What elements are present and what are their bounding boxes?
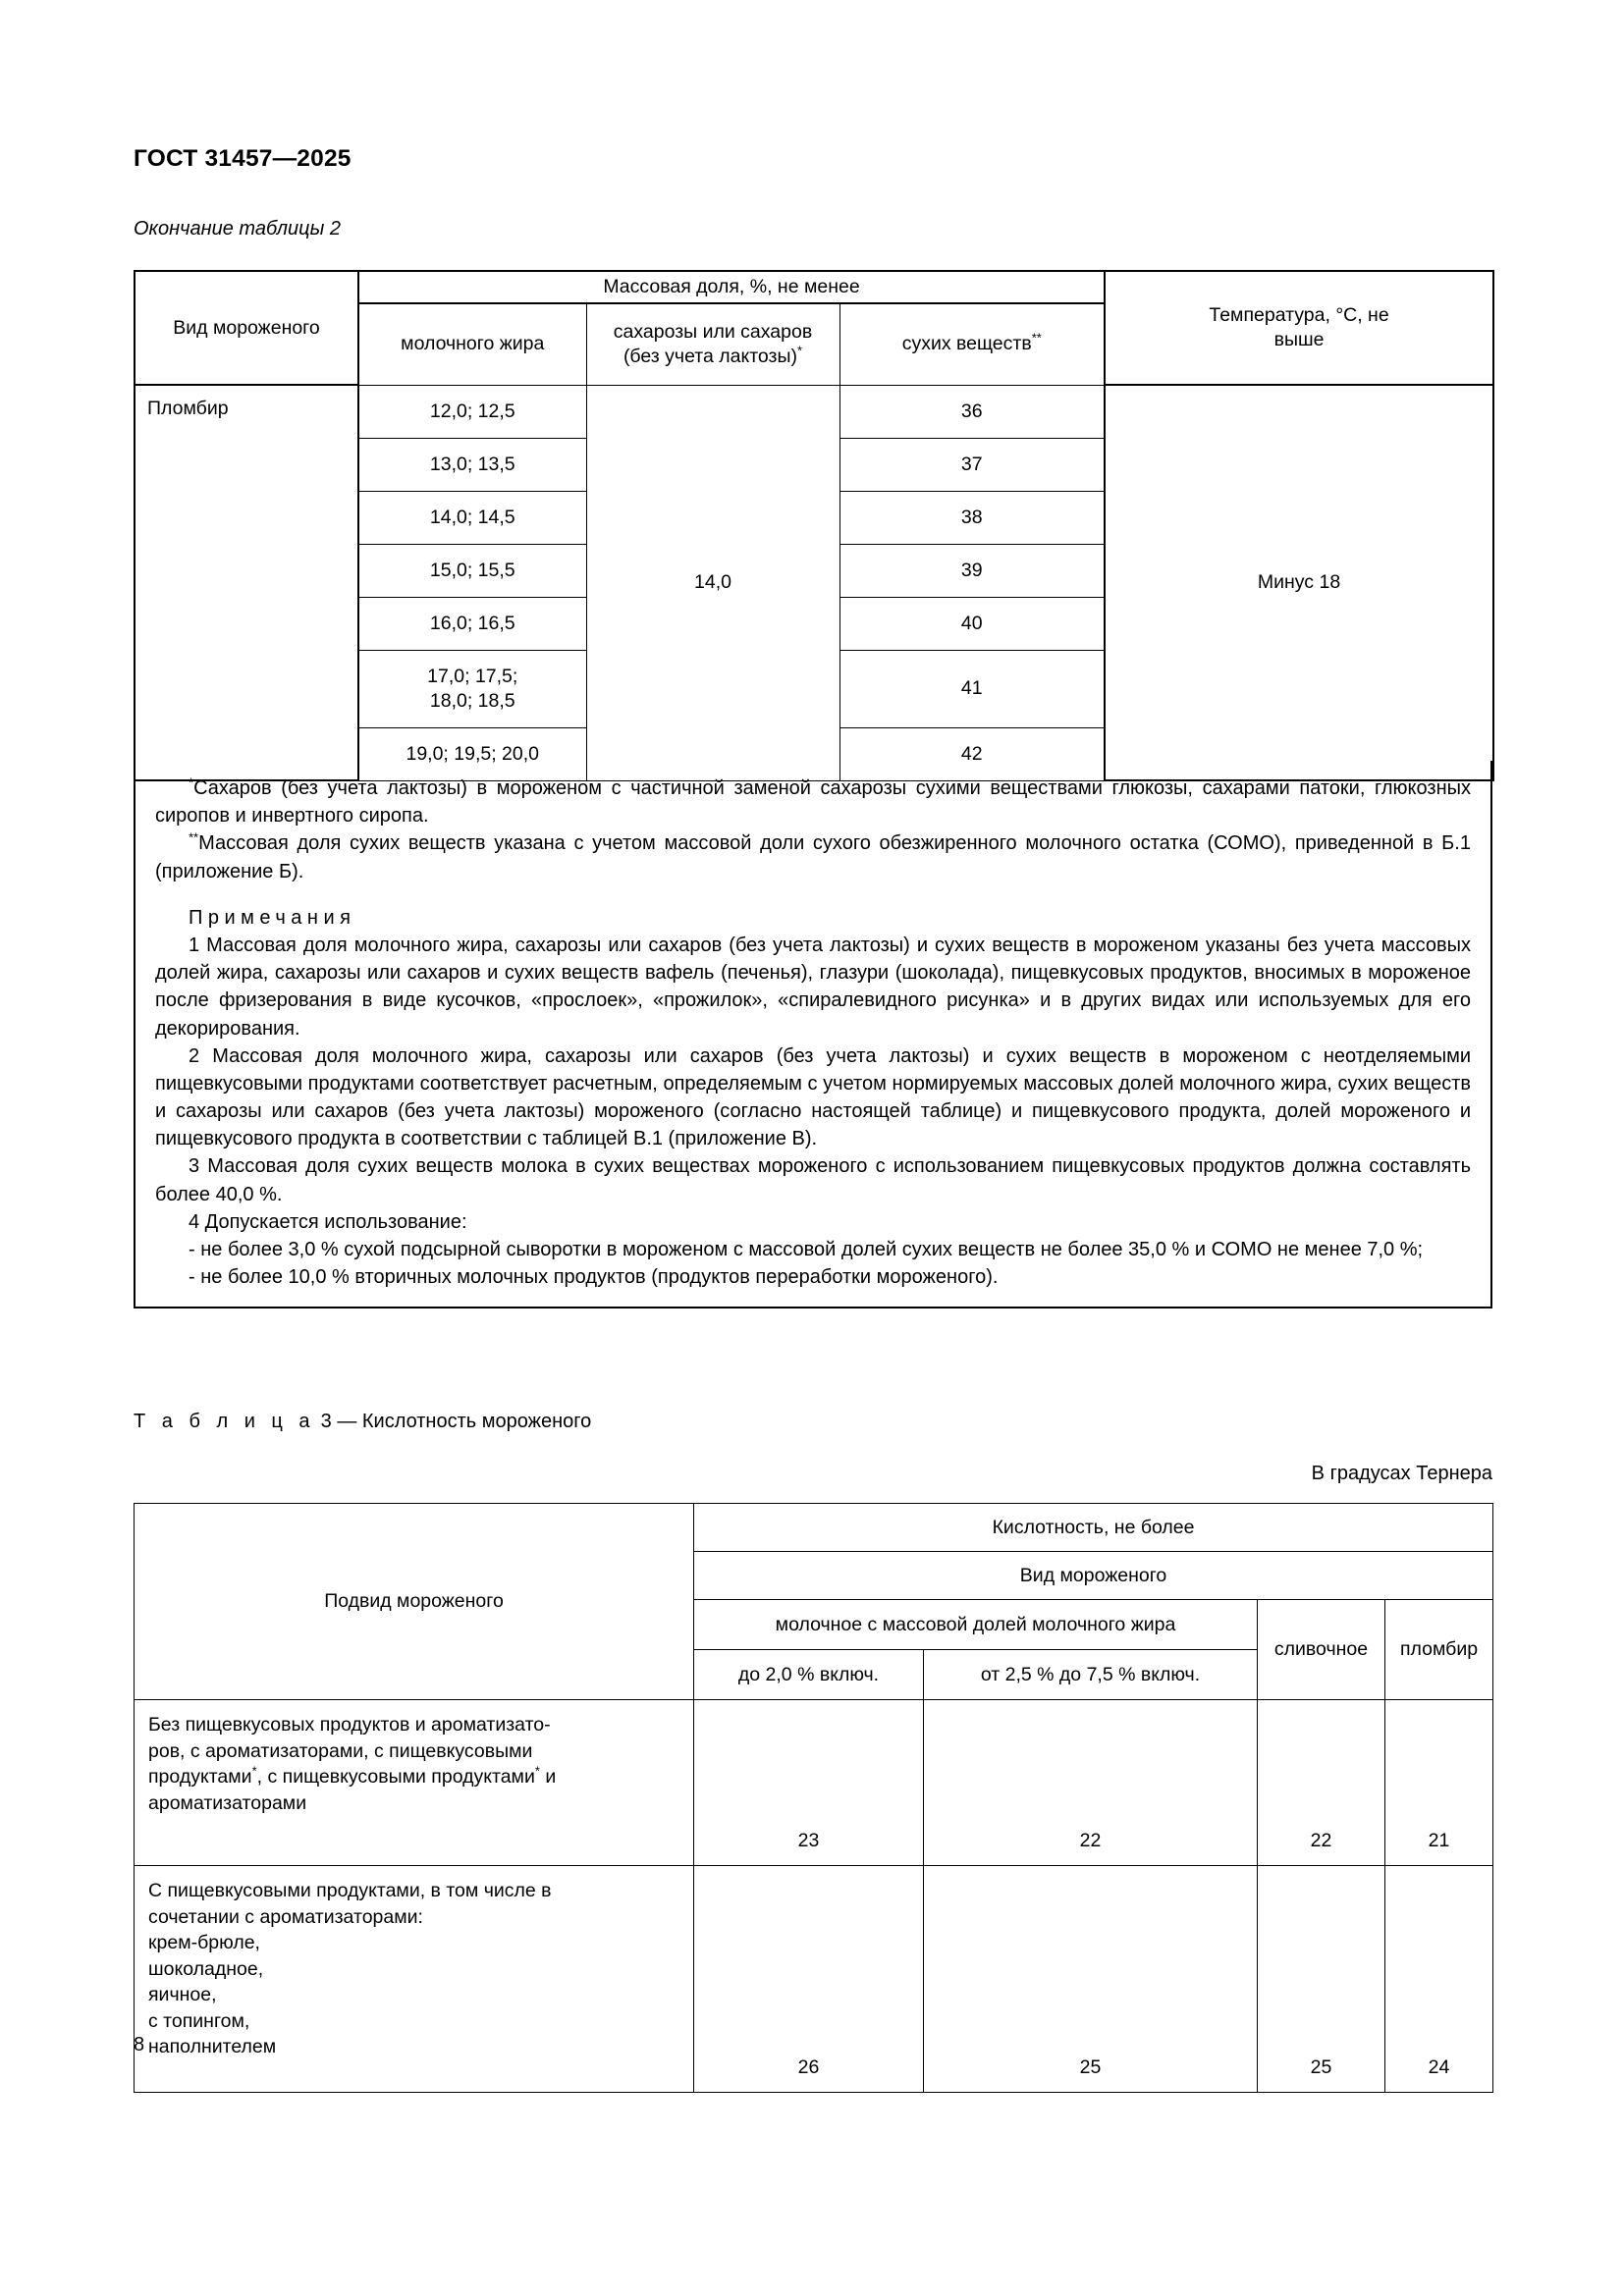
table-3-caption <box>134 1411 591 1433</box>
table2-cell-fat: 12,0; 12,5 <box>358 385 586 438</box>
table3-subtype-line: С пищевкусовыми продуктами, в том числе в <box>148 1880 552 1901</box>
table3-cell-value: 24 <box>1385 1866 1493 2093</box>
table2-cell-dry: 38 <box>839 491 1105 544</box>
table2-header-drysubstances-footnote-marker: ** <box>1031 330 1042 346</box>
table2-cell-dry: 39 <box>839 544 1105 597</box>
table-3-acidity <box>134 1503 1493 2093</box>
table-2-composition <box>134 270 1494 781</box>
table3-header-acidity: Кислотность, не более <box>694 1504 1493 1552</box>
table2-header-milkfat: молочного жира <box>358 303 586 386</box>
table2-header-drysubstances <box>839 303 1105 386</box>
table3-cell-value: 26 <box>694 1866 924 2093</box>
table3-header-plombir: пломбир <box>1385 1600 1493 1700</box>
table3-header-from25to75: от 2,5 % до 7,5 % включ. <box>924 1650 1258 1700</box>
table3-header-creamy: сливочное <box>1258 1600 1385 1700</box>
table3-subtype-line: наполнителем <box>148 2036 277 2058</box>
note-item: - не более 3,0 % сухой подсырной сыворотки в мороженом с массовой долей сухих веществ не более 35,0 % и СОМО не менее 7,0 %; <box>189 1239 1424 1260</box>
table3-cell-value: 23 <box>694 1700 924 1866</box>
table3-subtype-line: крем-брюле, <box>148 1932 260 1954</box>
table2-header-sucrose-line2: (без учета лактозы) <box>623 345 797 367</box>
table2-cell-dry: 37 <box>839 438 1105 491</box>
footnote-1-text: Сахаров (без учета лактозы) в мороженом с частичной заменой сахарозы сухими веществами глюкозы, сахарами патоки, глюкозных сиропов и инвертного сиропа. <box>155 777 1471 828</box>
note-item: 2 Массовая доля молочного жира, сахарозы или сахаров (без учета лактозы) и сухих веществ в мороженом с неотделяемыми пищевкусовыми продуктами соответствует расчетным, определяемым с учетом нормируемых массовых долей молочного жира, сухих веществ и сахарозы или сахаров (без учета лактозы) мороженого (согласно настоящей таблице) и пищевкусового продукта, долей мороженого и пищевкусового продукта в соответствии с таблицей В.1 (приложение В). <box>155 1044 1471 1150</box>
table2-header-temperature <box>1105 271 1493 385</box>
table2-cell-temperature: Минус 18 <box>1105 385 1493 780</box>
footnote-2-text: Массовая доля сухих веществ указана с учетом массовой доли сухого обезжиренного молочного остатка (СОМО), приведенной в Б.1 (приложение Б). <box>155 832 1471 882</box>
note-item: 3 Массовая доля сухих веществ молока в сухих веществах мороженого с использованием пищевкусовых продуктов должна составлять более 40,0 %. <box>155 1155 1471 1205</box>
table2-cell-dry: 42 <box>839 727 1105 780</box>
table2-cell-fat: 15,0; 15,5 <box>358 544 586 597</box>
table3-subtype-line: яичное, <box>148 1984 217 2006</box>
table2-cell-sucrose: 14,0 <box>586 385 839 780</box>
table2-cell-fat-line2: 18,0; 18,5 <box>429 689 515 712</box>
table3-header-milk-with-fat: молочное с массовой долей молочного жира <box>694 1600 1258 1650</box>
table3-cell-subtype <box>135 1866 694 2093</box>
table2-header-sucrose-footnote-marker: * <box>797 343 803 358</box>
table2-header-sucrose <box>586 303 839 386</box>
table3-header-subtype: Подвид мороженого <box>135 1504 694 1700</box>
table3-cell-value: 22 <box>1258 1700 1385 1866</box>
table2-cell-fat: 19,0; 19,5; 20,0 <box>358 727 586 780</box>
table2-cell-fat-line1: 17,0; 17,5; <box>427 666 518 687</box>
footnote-2-marker: ** <box>189 829 199 845</box>
page-number: 8 <box>134 2034 145 2056</box>
notes-title: Примечания <box>189 906 356 929</box>
table2-cell-fat: 14,0; 14,5 <box>358 491 586 544</box>
footnote-marker: * <box>251 1763 257 1779</box>
table-3-caption-title: Кислотность мороженого <box>361 1411 592 1432</box>
table3-cell-value: 25 <box>924 1866 1258 2093</box>
table2-header-temperature-line1: Температура, °С, не <box>1209 304 1389 327</box>
table3-subtype-line: сочетании с ароматизаторами: <box>148 1905 423 1928</box>
table2-footnote-2 <box>155 829 1471 884</box>
footnote-1-marker: * <box>189 774 194 790</box>
table-3-caption-number: 3 <box>320 1411 332 1432</box>
table-3-caption-label: Т а б л и ц а <box>134 1411 316 1432</box>
table2-cell-fat: 16,0; 16,5 <box>358 597 586 650</box>
table3-subtype-line: ров, с ароматизаторами, с пищевкусовыми <box>148 1739 533 1762</box>
note-item: 4 Допускается использование: <box>189 1210 467 1233</box>
table2-header-massfraction: Массовая доля, %, не менее <box>358 271 1105 303</box>
note-item: 1 Массовая доля молочного жира, сахарозы или сахаров (без учета лактозы) и сухих веществ в мороженом указаны без учета массовых долей жира, сахарозы или сахаров и сухих веществ вафель (печенья), глазури (шоколада), пищевкусовых продуктов, вносимых в мороженое после фризерования в виде кусочков, «прослоек», «прожилок», «спиралевидного рисунка» и в других видах или используемых для его декорирования. <box>155 934 1471 1040</box>
table3-subtype-line: продуктами*, с пищевкусовыми продуктами* и <box>148 1763 557 1789</box>
footnote-marker: * <box>534 1763 540 1779</box>
table2-cell-fat: 13,0; 13,5 <box>358 438 586 491</box>
table3-subtype-line: ароматизаторами <box>148 1791 307 1814</box>
table3-header-row-1 <box>135 1504 1493 1552</box>
table2-header-row-1 <box>135 271 1493 303</box>
table2-cell-dry: 40 <box>839 597 1105 650</box>
table3-cell-value: 22 <box>924 1700 1258 1866</box>
standard-header: ГОСТ 31457—2025 <box>134 145 352 172</box>
table3-subtype-line: Без пищевкусовых продуктов и ароматизато- <box>148 1714 551 1735</box>
table3-cell-value: 21 <box>1385 1700 1493 1866</box>
table2-header-type: Вид мороженого <box>135 271 358 385</box>
table3-subtype-line: с топингом, <box>148 2009 250 2032</box>
table2-notes-box <box>134 761 1492 1308</box>
table2-continuation-caption: Окончание таблицы 2 <box>134 218 342 240</box>
table2-header-drysubstances-label: сухих веществ <box>901 333 1032 355</box>
table3-subtype-line: шоколадное, <box>148 1957 264 1980</box>
table2-cell-dry: 41 <box>839 650 1105 727</box>
table2-cell-dry: 36 <box>839 385 1105 438</box>
table2-cell-fat <box>358 650 586 727</box>
table-3-caption-dash: — <box>337 1411 357 1432</box>
table2-header-sucrose-line1: сахарозы или сахаров <box>613 321 813 343</box>
table3-header-upto2: до 2,0 % включ. <box>694 1650 924 1700</box>
note-item: - не более 10,0 % вторичных молочных продуктов (продуктов переработки мороженого). <box>189 1266 999 1289</box>
table3-header-type: Вид мороженого <box>694 1552 1493 1600</box>
table2-header-temperature-line2: выше <box>1273 329 1325 351</box>
table-row <box>135 1700 1493 1866</box>
table2-product-name: Пломбир <box>135 385 358 780</box>
table3-cell-subtype <box>135 1700 694 1866</box>
table-row <box>135 385 1493 438</box>
table3-cell-value: 25 <box>1258 1866 1385 2093</box>
table-3-units-note: В градусах Тернера <box>1311 1463 1492 1484</box>
table-row <box>135 1866 1493 2093</box>
table2-footnote-1 <box>155 774 1471 829</box>
